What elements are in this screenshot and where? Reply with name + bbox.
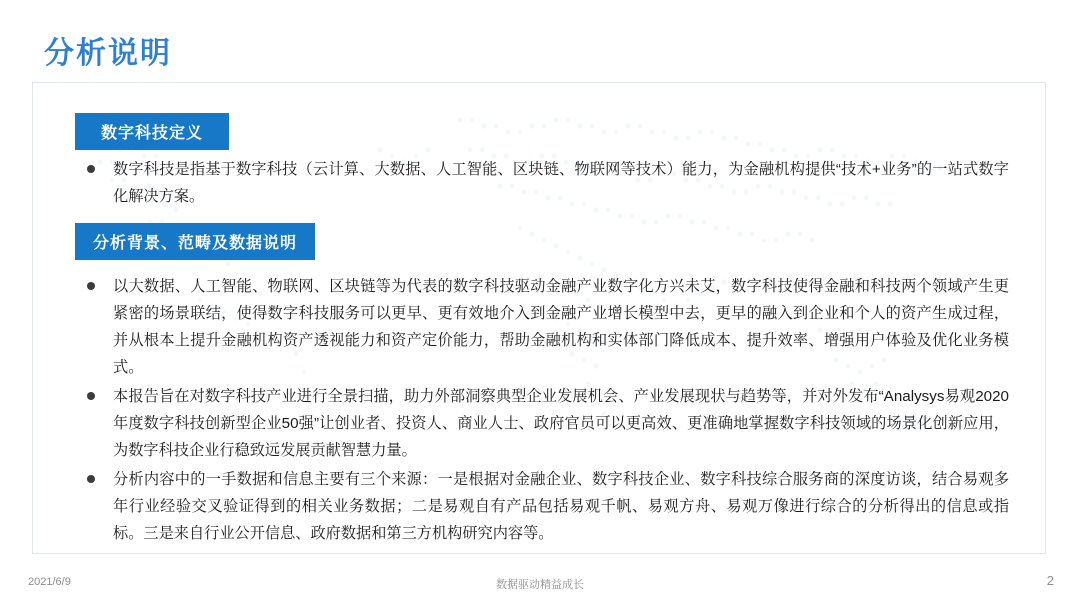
content-card bbox=[32, 82, 1046, 554]
list-item bbox=[79, 156, 1009, 210]
list-item bbox=[79, 273, 1009, 381]
footer-page-number: 2 bbox=[1046, 573, 1054, 588]
footer-date: 2021/6/9 bbox=[28, 576, 71, 588]
definition-bullet-list bbox=[79, 156, 1009, 212]
bullet-dot-icon bbox=[87, 475, 95, 483]
bullet-dot-icon bbox=[87, 282, 95, 290]
list-item bbox=[79, 383, 1009, 464]
list-item bbox=[79, 466, 1009, 547]
list-item-text: 以大数据、人工智能、物联网、区块链等为代表的数字科技驱动金融产业数字化方兴未艾，数字科技使得金融和科技两个领域产生更紧密的场景联结，使得数字科技服务可以更早、更有效地介入到金融产业增长模型中去，更早的融入到企业和个人的资产生成过程，并从根本上提升金融机构资产透视能力和资产定价能力，帮助金融机构和实体部门降低成本、提升效率、增强用户体验及优化业务模式。 bbox=[113, 278, 1009, 376]
list-item-text: 数字科技是指基于数字科技（云计算、大数据、人工智能、区块链、物联网等技术）能力，为金融机构提供“技术+业务”的一站式数字化解决方案。 bbox=[113, 161, 1009, 205]
page-title: 分析说明 bbox=[44, 37, 172, 70]
footer-slogan: 数据驱动精益成长 bbox=[496, 579, 584, 591]
bullet-dot-icon bbox=[87, 165, 95, 173]
section-heading-background: 分析背景、范畴及数据说明 bbox=[75, 223, 315, 260]
list-item-text: 分析内容中的一手数据和信息主要有三个来源：一是根据对金融企业、数字科技企业、数字科技综合服务商的深度访谈，结合易观多年行业经验交叉验证得到的相关业务数据；二是易观自有产品包括易观千帆、易观方舟、易观万像进行综合的分析得出的信息或指标。三是来自行业公开信息、政府数据和第三方机构研究内容等。 bbox=[113, 471, 1009, 542]
background-bullet-list bbox=[79, 273, 1009, 549]
bullet-dot-icon bbox=[87, 392, 95, 400]
list-item-text: 本报告旨在对数字科技产业进行全景扫描，助力外部洞察典型企业发展机会、产业发展现状与趋势等，并对外发布“Analysys易观2020年度数字科技创新型企业50强”让创业者、投资人、商业人士、政府官员可以更高效、更准确地掌握数字科技领域的场景化创新应用，为数字科技企业行稳致远发展贡献智慧力量。 bbox=[113, 388, 1009, 459]
section-heading-definition: 数字科技定义 bbox=[75, 113, 229, 150]
